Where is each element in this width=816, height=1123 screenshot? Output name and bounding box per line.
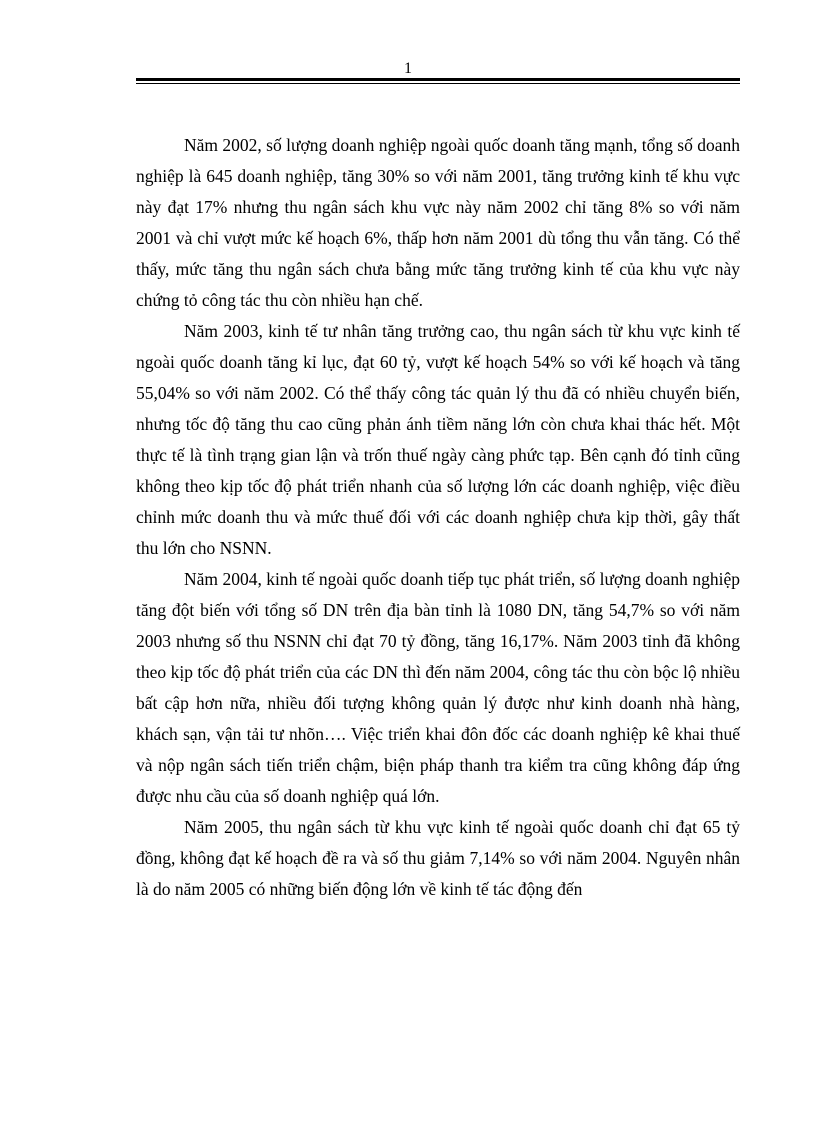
paragraph-2002: Năm 2002, số lượng doanh nghiệp ngoài quốc doanh tăng mạnh, tổng số doanh nghiệp là 645 doanh nghiệp, tăng 30% so với năm 2001, tăng trưởng kinh tế khu vực này đạt 17% nhưng thu ngân sách khu vực này năm 2002 chỉ tăng 8% so với năm 2001 và chỉ vượt mức kế hoạch 6%, thấp hơn năm 2001 dù tổng thu vẫn tăng. Có thể thấy, mức tăng thu ngân sách chưa bằng mức tăng trưởng kinh tế của khu vực này chứng tỏ công tác thu còn nhiều hạn chế. <box>136 135 740 310</box>
header-rule-thin <box>136 83 740 84</box>
header-rule-thick <box>136 78 740 81</box>
paragraph-2005: Năm 2005, thu ngân sách từ khu vực kinh tế ngoài quốc doanh chỉ đạt 65 tỷ đồng, không đạt kế hoạch đề ra và số thu giảm 7,14% so với năm 2004. Nguyên nhân là do năm 2005 có những biến động lớn về kinh tế tác động đến <box>136 817 740 899</box>
paragraph-2004: Năm 2004, kinh tế ngoài quốc doanh tiếp tục phát triển, số lượng doanh nghiệp tăng đột biến với tổng số DN trên địa bàn tỉnh là 1080 DN, tăng 54,7% so với năm 2003 nhưng số thu NSNN chỉ đạt 70 tỷ đồng, tăng 16,17%. Năm 2003 tỉnh đã không theo kịp tốc độ phát triển của các DN thì đến năm 2004, công tác thu còn bộc lộ nhiều bất cập hơn nữa, nhiều đối tượng không quản lý được như kinh doanh nhà hàng, khách sạn, vận tải tư nhõn…. Việc triển khai đôn đốc các doanh nghiệp kê khai thuế và nộp ngân sách tiến triển chậm, biện pháp thanh tra kiểm tra cũng không đáp ứng được nhu cầu của số doanh nghiệp quá lớn. <box>136 569 740 806</box>
page-number: 1 <box>404 60 412 77</box>
paragraph-2003: Năm 2003, kinh tế tư nhân tăng trưởng cao, thu ngân sách từ khu vực kinh tế ngoài quốc doanh tăng kỉ lục, đạt 60 tỷ, vượt kế hoạch 54% so với kế hoạch và tăng 55,04% so với năm 2002. Có thể thấy công tác quản lý thu đã có nhiều chuyển biến, nhưng tốc độ tăng thu cao cũng phản ánh tiềm năng lớn còn chưa khai thác hết. Một thực tế là tình trạng gian lận và trốn thuế ngày càng phức tạp. Bên cạnh đó tỉnh cũng không theo kịp tốc độ phát triển nhanh của số lượng lớn các doanh nghiệp, việc điều chỉnh mức doanh thu và mức thuế đối với các doanh nghiệp chưa kịp thời, gây thất thu lớn cho NSNN. <box>136 321 740 558</box>
document-body <box>136 130 740 905</box>
